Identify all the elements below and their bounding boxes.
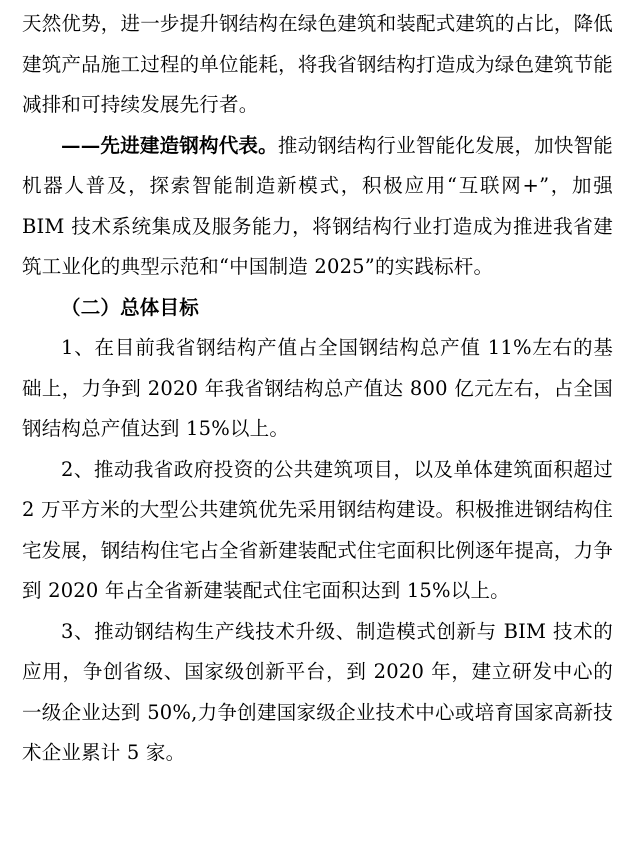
paragraph-advanced-manufacturing bbox=[22, 126, 613, 288]
section-heading-overall-goals: （二）总体目标 bbox=[61, 295, 199, 319]
paragraph-item-2: 2、推动我省政府投资的公共建筑项目，以及单体建筑面积超过 2 万平方米的大型公共建筑优先采用钢结构建设。积极推进钢结构住宅发展，钢结构住宅占全省新建装配式住宅面积比例逐年提高，力争到 2020 年占全省新建装配式住宅面积达到 15%以上。 bbox=[22, 457, 614, 602]
paragraph-lead-body: 推动钢结构行业智能化发展，加快智能机器人普及，探索智能制造新模式，积极应用“互联网+”，加强 BIM 技术系统集成及服务能力，将钢结构行业打造成为推进我省建筑工业化的典型示范和“中国制造 2025”的实践标杆。 bbox=[22, 133, 614, 278]
paragraph-item-1: 1、在目前我省钢结构产值占全国钢结构总产值 11%左右的基础上，力争到 2020 年我省钢结构总产值达 800 亿元左右，占全国钢结构总产值达到 15%以上。 bbox=[22, 336, 613, 440]
paragraph-lead-label: ——先进建造钢构代表。 bbox=[61, 133, 278, 157]
paragraph-item-3: 3、推动钢结构生产线技术升级、制造模式创新与 BIM 技术的应用，争创省级、国家级创新平台，到 2020 年，建立研发中心的一级企业达到 50%,力争创建国家级企业技术中心或培育国家高新技术企业累计 5 家。 bbox=[22, 619, 613, 764]
paragraph-green-building: 天然优势，进一步提升钢结构在绿色建筑和装配式建筑的占比，降低建筑产品施工过程的单位能耗，将我省钢结构打造成为绿色建筑节能减排和可持续发展先行者。 bbox=[22, 12, 614, 116]
